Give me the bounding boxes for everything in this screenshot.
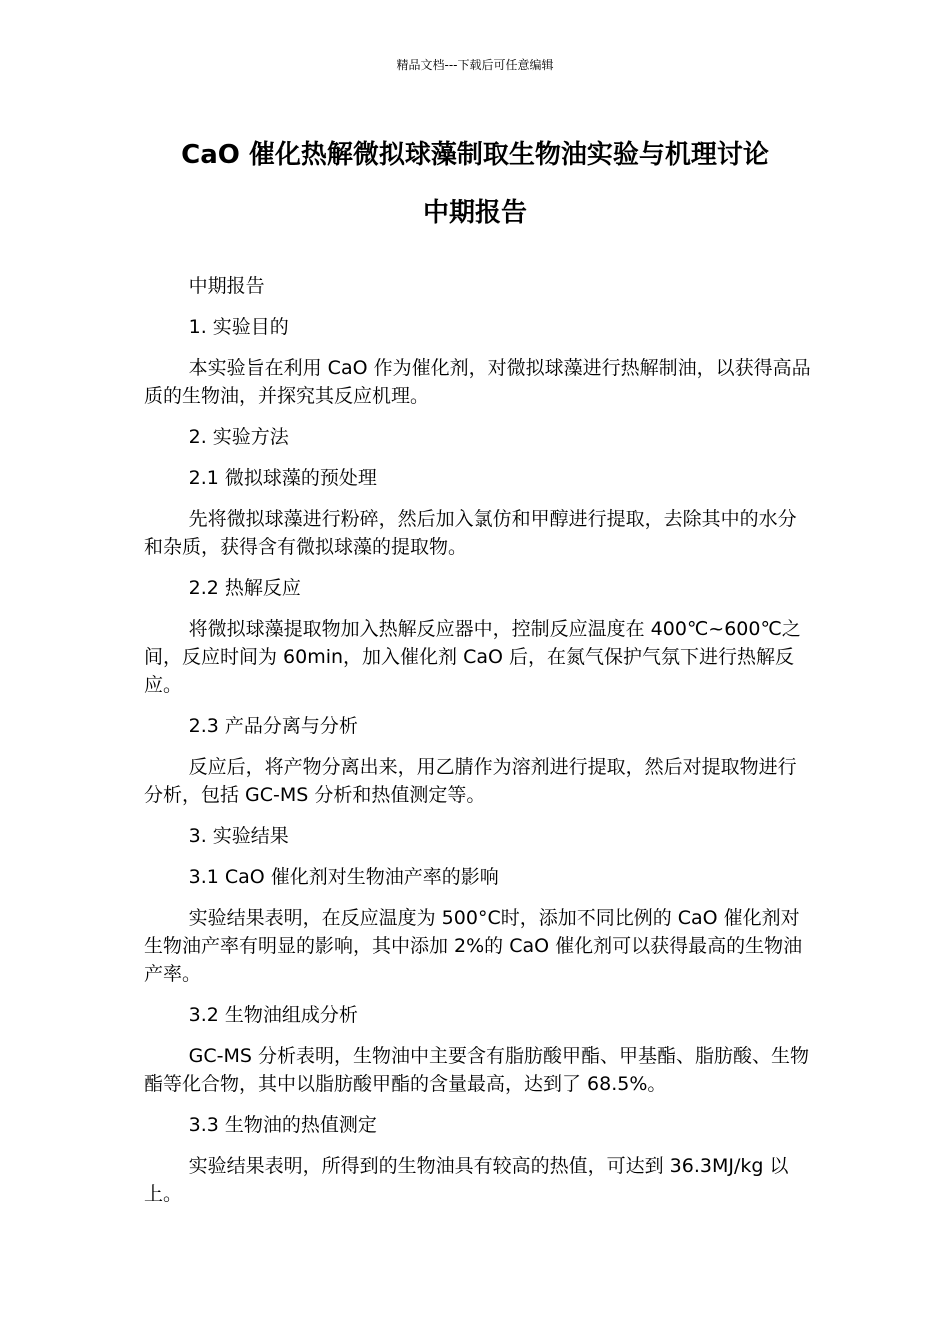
section-heading-purpose: 1. 实验目的: [188, 316, 289, 338]
subsection-heading-composition: 3.2 生物油组成分析: [188, 1004, 358, 1026]
page-header-note: 精品文档---下载后可任意编辑: [396, 58, 554, 72]
section-heading-results: 3. 实验结果: [188, 825, 289, 847]
subsection-heading-yield: 3.1 CaO 催化剂对生物油产率的影响: [188, 866, 499, 888]
paragraph-yield: 实验结果表明，在反应温度为 500°C时，添加不同比例的 CaO 催化剂对生物油产率有明显的影响，其中添加 2%的 CaO 催化剂可以获得最高的生物油产率。: [144, 907, 803, 985]
document-subtitle: 中期报告: [422, 198, 527, 228]
subsection-heading-pretreatment: 2.1 微拟球藻的预处理: [188, 467, 377, 489]
paragraph-separation: 反应后，将产物分离出来，用乙腈作为溶剂进行提取，然后对提取物进行分析，包括 GC-MS 分析和热值测定等。: [144, 756, 797, 806]
section-label: 中期报告: [188, 275, 265, 297]
subsection-heading-separation: 2.3 产品分离与分析: [188, 715, 358, 737]
paragraph-composition: GC-MS 分析表明，生物油中主要含有脂肪酸甲酯、甲基酯、脂肪酸、生物酯等化合物，其中以脂肪酸甲酯的含量最高，达到了 68.5%。: [144, 1045, 809, 1095]
document-title: CaO 催化热解微拟球藻制取生物油实验与机理讨论: [181, 140, 769, 170]
document-body: [144, 272, 814, 1221]
paragraph-pyrolysis: 将微拟球藻提取物加入热解反应器中，控制反应温度在 400℃~600℃之间，反应时间为 60min，加入催化剂 CaO 后，在氮气保护气氛下进行热解反应。: [144, 618, 801, 696]
section-heading-method: 2. 实验方法: [188, 426, 289, 448]
subsection-heading-pyrolysis: 2.2 热解反应: [188, 577, 301, 599]
paragraph-heating-value: 实验结果表明，所得到的生物油具有较高的热值，可达到 36.3MJ/kg 以上。: [144, 1155, 789, 1205]
paragraph-pretreatment: 先将微拟球藻进行粉碎，然后加入氯仿和甲醇进行提取，去除其中的水分和杂质，获得含有微拟球藻的提取物。: [144, 508, 797, 558]
paragraph-purpose: 本实验旨在利用 CaO 作为催化剂，对微拟球藻进行热解制油，以获得高品质的生物油，并探究其反应机理。: [144, 357, 811, 407]
subsection-heading-heating-value: 3.3 生物油的热值测定: [188, 1114, 377, 1136]
